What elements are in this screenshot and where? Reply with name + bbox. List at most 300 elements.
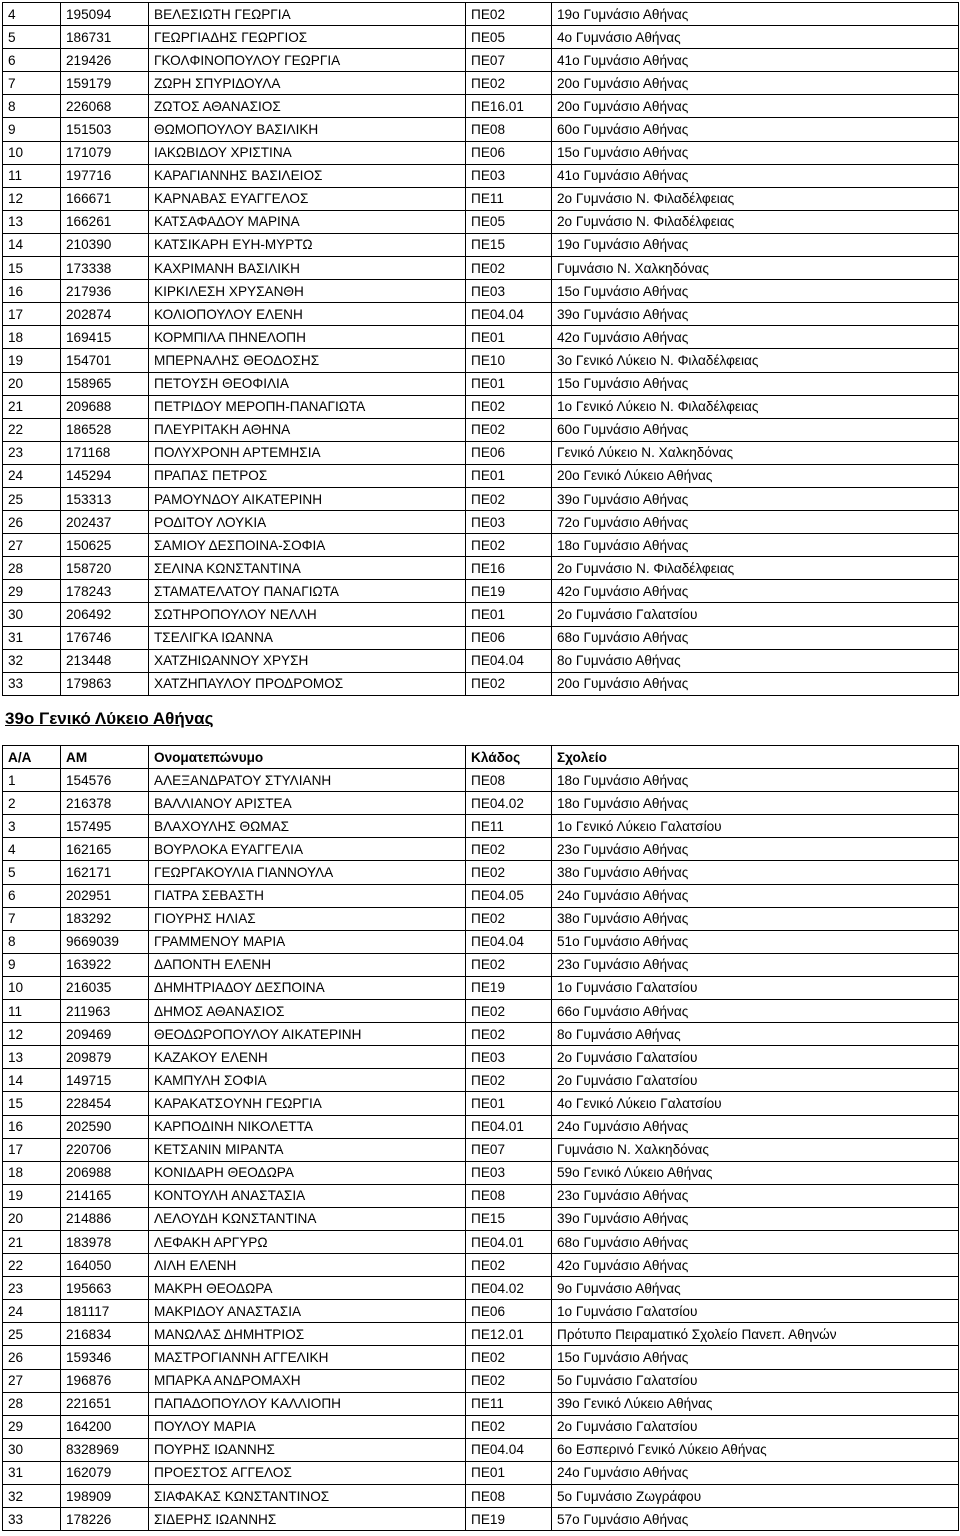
- cell-school: 51ο Γυμνάσιο Αθήνας: [552, 930, 959, 953]
- cell-am: 164050: [61, 1254, 149, 1277]
- cell-school: 39ο Γυμνάσιο Αθήνας: [552, 487, 959, 510]
- cell-school: 60ο Γυμνάσιο Αθήνας: [552, 418, 959, 441]
- table-row: [3, 164, 959, 187]
- cell-am: 202874: [61, 303, 149, 326]
- table-row: [3, 1000, 959, 1023]
- cell-branch: ΠΕ06: [466, 1300, 552, 1323]
- cell-am: 164200: [61, 1415, 149, 1438]
- cell-am: 171079: [61, 141, 149, 164]
- cell-school: 5ο Γυμνάσιο Ζωγράφου: [552, 1485, 959, 1508]
- cell-branch: ΠΕ03: [466, 1161, 552, 1184]
- cell-am: 214886: [61, 1207, 149, 1230]
- cell-name: ΚΟΛΙΟΠΟΥΛΟΥ ΕΛΕΝΗ: [149, 303, 466, 326]
- cell-name: ΠΕΤΟΥΣΗ ΘΕΟΦΙΛΙΑ: [149, 372, 466, 395]
- cell-aa: 10: [3, 141, 61, 164]
- cell-name: ΔΗΜΟΣ ΑΘΑΝΑΣΙΟΣ: [149, 1000, 466, 1023]
- table-row: [3, 649, 959, 672]
- cell-name: ΛΕΛΟΥΔΗ ΚΩΝΣΤΑΝΤΙΝΑ: [149, 1207, 466, 1230]
- table-row: [3, 1092, 959, 1115]
- cell-aa: 23: [3, 1277, 61, 1300]
- cell-am: 166261: [61, 210, 149, 233]
- table-row: [3, 95, 959, 118]
- table-row: [3, 280, 959, 303]
- table-row: [3, 1023, 959, 1046]
- table-row: [3, 395, 959, 418]
- cell-am: 162165: [61, 838, 149, 861]
- cell-name: ΚΑΡΑΚΑΤΣΟΥΝΗ ΓΕΩΡΓΙΑ: [149, 1092, 466, 1115]
- table-row: [3, 1508, 959, 1531]
- cell-aa: 33: [3, 672, 61, 695]
- table-row: [3, 303, 959, 326]
- table-row: [3, 907, 959, 930]
- cell-aa: 8: [3, 95, 61, 118]
- cell-branch: ΠΕ16.01: [466, 95, 552, 118]
- table-row: [3, 1138, 959, 1161]
- cell-branch: ΠΕ03: [466, 1046, 552, 1069]
- cell-school: 15ο Γυμνάσιο Αθήνας: [552, 280, 959, 303]
- cell-am: 153313: [61, 487, 149, 510]
- teacher-table-39th-lyceum: [2, 745, 959, 1531]
- cell-name: ΠΛΕΥΡΙΤΑΚΗ ΑΘΗΝΑ: [149, 418, 466, 441]
- cell-name: ΠΡΑΠΑΣ ΠΕΤΡΟΣ: [149, 464, 466, 487]
- cell-am: 154576: [61, 769, 149, 792]
- cell-aa: 16: [3, 280, 61, 303]
- cell-name: ΠΕΤΡΙΔΟΥ ΜΕΡΟΠΗ-ΠΑΝΑΓΙΩΤΑ: [149, 395, 466, 418]
- table-row: [3, 672, 959, 695]
- table-row: [3, 187, 959, 210]
- cell-school: 1ο Γενικό Λύκειο Ν. Φιλαδέλφειας: [552, 395, 959, 418]
- table-row: [3, 141, 959, 164]
- table-row: [3, 233, 959, 256]
- cell-school: 24ο Γυμνάσιο Αθήνας: [552, 1461, 959, 1484]
- cell-aa: 6: [3, 49, 61, 72]
- cell-aa: 7: [3, 72, 61, 95]
- table-row: [3, 1392, 959, 1415]
- cell-am: 197716: [61, 164, 149, 187]
- cell-name: ΣΕΛΙΝΑ ΚΩΝΣΤΑΝΤΙΝΑ: [149, 557, 466, 580]
- cell-branch: ΠΕ04.04: [466, 303, 552, 326]
- cell-aa: 30: [3, 1438, 61, 1461]
- table-row: [3, 1184, 959, 1207]
- cell-am: 173338: [61, 257, 149, 280]
- cell-school: Γενικό Λύκειο Ν. Χαλκηδόνας: [552, 441, 959, 464]
- table-row: [3, 953, 959, 976]
- table-row: [3, 1161, 959, 1184]
- cell-branch: ΠΕ04.01: [466, 1230, 552, 1253]
- cell-am: 228454: [61, 1092, 149, 1115]
- table-row: [3, 210, 959, 233]
- table-row: [3, 349, 959, 372]
- cell-aa: 25: [3, 1323, 61, 1346]
- cell-aa: 28: [3, 1392, 61, 1415]
- table-row: [3, 487, 959, 510]
- cell-am: 158720: [61, 557, 149, 580]
- cell-school: 23ο Γυμνάσιο Αθήνας: [552, 838, 959, 861]
- cell-am: 186528: [61, 418, 149, 441]
- cell-name: ΧΑΤΖΗΙΩΑΝΝΟΥ ΧΡΥΣΗ: [149, 649, 466, 672]
- cell-aa: 21: [3, 1230, 61, 1253]
- table-row: [3, 976, 959, 999]
- cell-school: 18ο Γυμνάσιο Αθήνας: [552, 534, 959, 557]
- cell-am: 162171: [61, 861, 149, 884]
- table-row: [3, 257, 959, 280]
- cell-am: 157495: [61, 815, 149, 838]
- cell-branch: ΠΕ04.04: [466, 1438, 552, 1461]
- cell-aa: 29: [3, 1415, 61, 1438]
- cell-am: 186731: [61, 26, 149, 49]
- cell-school: 66ο Γυμνάσιο Αθήνας: [552, 1000, 959, 1023]
- table-row: [3, 534, 959, 557]
- header-branch: Κλάδος: [466, 746, 552, 769]
- cell-name: ΖΩΤΟΣ ΑΘΑΝΑΣΙΟΣ: [149, 95, 466, 118]
- header-school: Σχολείο: [552, 746, 959, 769]
- table-row: [3, 1277, 959, 1300]
- cell-school: 1ο Γυμνάσιο Γαλατσίου: [552, 1300, 959, 1323]
- cell-am: 158965: [61, 372, 149, 395]
- cell-branch: ΠΕ19: [466, 580, 552, 603]
- cell-aa: 9: [3, 953, 61, 976]
- cell-school: 8ο Γυμνάσιο Αθήνας: [552, 1023, 959, 1046]
- cell-branch: ΠΕ02: [466, 418, 552, 441]
- cell-am: 151503: [61, 118, 149, 141]
- cell-branch: ΠΕ02: [466, 672, 552, 695]
- cell-am: 202437: [61, 511, 149, 534]
- cell-name: ΠΟΥΡΗΣ ΙΩΑΝΝΗΣ: [149, 1438, 466, 1461]
- section-heading: 39ο Γενικό Λύκειο Αθήνας: [5, 709, 214, 728]
- cell-aa: 25: [3, 487, 61, 510]
- cell-branch: ΠΕ02: [466, 1254, 552, 1277]
- cell-name: ΚΑΧΡΙΜΑΝΗ ΒΑΣΙΛΙΚΗ: [149, 257, 466, 280]
- cell-name: ΚΕΤΣΑΝΙΝ ΜΙΡΑΝΤΑ: [149, 1138, 466, 1161]
- cell-aa: 28: [3, 557, 61, 580]
- cell-am: 181117: [61, 1300, 149, 1323]
- cell-school: 15ο Γυμνάσιο Αθήνας: [552, 141, 959, 164]
- table-row: [3, 49, 959, 72]
- table-row: [3, 769, 959, 792]
- cell-name: ΠΑΠΑΔΟΠΟΥΛΟΥ ΚΑΛΛΙΟΠΗ: [149, 1392, 466, 1415]
- cell-school: 6ο Εσπερινό Γενικό Λύκειο Αθήνας: [552, 1438, 959, 1461]
- cell-branch: ΠΕ06: [466, 441, 552, 464]
- table-row: [3, 1300, 959, 1323]
- cell-name: ΒΑΛΛΙΑΝΟΥ ΑΡΙΣΤΕΑ: [149, 792, 466, 815]
- cell-branch: ΠΕ08: [466, 1485, 552, 1508]
- cell-aa: 17: [3, 1138, 61, 1161]
- cell-school: 15ο Γυμνάσιο Αθήνας: [552, 372, 959, 395]
- table-row: [3, 930, 959, 953]
- cell-am: 226068: [61, 95, 149, 118]
- cell-school: 38ο Γυμνάσιο Αθήνας: [552, 907, 959, 930]
- cell-name: ΚΑΡΝΑΒΑΣ ΕΥΑΓΓΕΛΟΣ: [149, 187, 466, 210]
- cell-school: 2ο Γυμνάσιο Γαλατσίου: [552, 1046, 959, 1069]
- cell-am: 214165: [61, 1184, 149, 1207]
- cell-name: ΣΩΤΗΡΟΠΟΥΛΟΥ ΝΕΛΛΗ: [149, 603, 466, 626]
- cell-branch: ΠΕ01: [466, 1461, 552, 1484]
- cell-school: 19ο Γυμνάσιο Αθήνας: [552, 233, 959, 256]
- cell-aa: 24: [3, 464, 61, 487]
- cell-name: ΣΙΑΦΑΚΑΣ ΚΩΝΣΤΑΝΤΙΝΟΣ: [149, 1485, 466, 1508]
- cell-aa: 7: [3, 907, 61, 930]
- cell-branch: ΠΕ07: [466, 49, 552, 72]
- cell-branch: ΠΕ12.01: [466, 1323, 552, 1346]
- cell-name: ΚΑΤΣΑΦΑΔΟΥ ΜΑΡΙΝΑ: [149, 210, 466, 233]
- cell-name: ΠΟΥΛΟΥ ΜΑΡΙΑ: [149, 1415, 466, 1438]
- cell-branch: ΠΕ01: [466, 326, 552, 349]
- table-row: [3, 441, 959, 464]
- cell-branch: ΠΕ02: [466, 1415, 552, 1438]
- cell-school: 2ο Γυμνάσιο Γαλατσίου: [552, 1415, 959, 1438]
- table-row: [3, 1230, 959, 1253]
- cell-am: 145294: [61, 464, 149, 487]
- cell-name: ΚΑΤΣΙΚΑΡΗ ΕΥΗ-ΜΥΡΤΩ: [149, 233, 466, 256]
- table-row: [3, 884, 959, 907]
- cell-school: 3ο Γενικό Λύκειο Ν. Φιλαδέλφειας: [552, 349, 959, 372]
- cell-name: ΛΕΦΑΚΗ ΑΡΓΥΡΩ: [149, 1230, 466, 1253]
- cell-aa: 33: [3, 1508, 61, 1531]
- cell-branch: ΠΕ02: [466, 861, 552, 884]
- cell-aa: 13: [3, 210, 61, 233]
- cell-aa: 26: [3, 1346, 61, 1369]
- table-header: [3, 746, 959, 769]
- cell-school: 2ο Γυμνάσιο Ν. Φιλαδέλφειας: [552, 557, 959, 580]
- cell-am: 183292: [61, 907, 149, 930]
- cell-name: ΣΑΜΙΟΥ ΔΕΣΠΟΙΝΑ-ΣΟΦΙΑ: [149, 534, 466, 557]
- cell-aa: 18: [3, 326, 61, 349]
- cell-branch: ΠΕ04.02: [466, 1277, 552, 1300]
- cell-name: ΙΑΚΩΒΙΔΟΥ ΧΡΙΣΤΙΝΑ: [149, 141, 466, 164]
- cell-am: 206988: [61, 1161, 149, 1184]
- cell-name: ΛΙΛΗ ΕΛΕΝΗ: [149, 1254, 466, 1277]
- cell-branch: ΠΕ04.04: [466, 930, 552, 953]
- cell-am: 209879: [61, 1046, 149, 1069]
- cell-am: 8328969: [61, 1438, 149, 1461]
- cell-name: ΑΛΕΞΑΝΔΡΑΤΟΥ ΣΤΥΛΙΑΝΗ: [149, 769, 466, 792]
- cell-am: 171168: [61, 441, 149, 464]
- cell-name: ΠΟΛΥΧΡΟΝΗ ΑΡΤΕΜΗΣΙΑ: [149, 441, 466, 464]
- cell-branch: ΠΕ06: [466, 626, 552, 649]
- cell-school: 1ο Γενικό Λύκειο Γαλατσίου: [552, 815, 959, 838]
- cell-name: ΜΠΑΡΚΑ ΑΝΔΡΟΜΑΧΗ: [149, 1369, 466, 1392]
- cell-name: ΜΑΣΤΡΟΓΙΑΝΝΗ ΑΓΓΕΛΙΚΗ: [149, 1346, 466, 1369]
- cell-am: 195663: [61, 1277, 149, 1300]
- cell-am: 219426: [61, 49, 149, 72]
- cell-aa: 19: [3, 349, 61, 372]
- cell-branch: ΠΕ08: [466, 118, 552, 141]
- cell-am: 195094: [61, 3, 149, 26]
- cell-branch: ΠΕ03: [466, 511, 552, 534]
- cell-name: ΜΑΝΩΛΑΣ ΔΗΜΗΤΡΙΟΣ: [149, 1323, 466, 1346]
- table-row: [3, 603, 959, 626]
- cell-aa: 14: [3, 233, 61, 256]
- cell-am: 209469: [61, 1023, 149, 1046]
- cell-aa: 24: [3, 1300, 61, 1323]
- cell-am: 216834: [61, 1323, 149, 1346]
- cell-branch: ΠΕ02: [466, 1000, 552, 1023]
- table-row: [3, 418, 959, 441]
- table-row: [3, 1207, 959, 1230]
- cell-am: 166671: [61, 187, 149, 210]
- cell-name: ΧΑΤΖΗΠΑΥΛΟΥ ΠΡΟΔΡΟΜΟΣ: [149, 672, 466, 695]
- cell-branch: ΠΕ02: [466, 487, 552, 510]
- cell-branch: ΠΕ03: [466, 280, 552, 303]
- header-name: Ονοματεπώνυμο: [149, 746, 466, 769]
- table-body: [3, 769, 959, 1531]
- cell-am: 202590: [61, 1115, 149, 1138]
- cell-school: 24ο Γυμνάσιο Αθήνας: [552, 1115, 959, 1138]
- cell-name: ΓΕΩΡΓΑΚΟΥΛΙΑ ΓΙΑΝΝΟΥΛΑ: [149, 861, 466, 884]
- cell-school: Πρότυπο Πειραματικό Σχολείο Πανεπ. Αθηνών: [552, 1323, 959, 1346]
- cell-name: ΣΙΔΕΡΗΣ ΙΩΑΝΝΗΣ: [149, 1508, 466, 1531]
- cell-school: 18ο Γυμνάσιο Αθήνας: [552, 792, 959, 815]
- cell-am: 178243: [61, 580, 149, 603]
- cell-branch: ΠΕ11: [466, 187, 552, 210]
- cell-am: 9669039: [61, 930, 149, 953]
- cell-aa: 27: [3, 534, 61, 557]
- cell-aa: 19: [3, 1184, 61, 1207]
- cell-branch: ΠΕ02: [466, 1023, 552, 1046]
- cell-school: 20ο Γυμνάσιο Αθήνας: [552, 672, 959, 695]
- table-row: [3, 838, 959, 861]
- cell-am: 217936: [61, 280, 149, 303]
- table-row: [3, 815, 959, 838]
- cell-am: 196876: [61, 1369, 149, 1392]
- teacher-table-continued: [2, 2, 959, 696]
- cell-aa: 6: [3, 884, 61, 907]
- cell-name: ΒΟΥΡΛΟΚΑ ΕΥΑΓΓΕΛΙΑ: [149, 838, 466, 861]
- cell-branch: ΠΕ08: [466, 769, 552, 792]
- cell-school: 57ο Γυμνάσιο Αθήνας: [552, 1508, 959, 1531]
- cell-school: 20ο Γυμνάσιο Αθήνας: [552, 95, 959, 118]
- cell-aa: 13: [3, 1046, 61, 1069]
- cell-am: 162079: [61, 1461, 149, 1484]
- cell-name: ΔΗΜΗΤΡΙΑΔΟΥ ΔΕΣΠΟΙΝΑ: [149, 976, 466, 999]
- cell-name: ΓΙΑΤΡΑ ΣΕΒΑΣΤΗ: [149, 884, 466, 907]
- cell-branch: ΠΕ02: [466, 953, 552, 976]
- cell-branch: ΠΕ02: [466, 1369, 552, 1392]
- cell-school: 19ο Γυμνάσιο Αθήνας: [552, 3, 959, 26]
- cell-school: 42ο Γυμνάσιο Αθήνας: [552, 1254, 959, 1277]
- cell-school: 39ο Γυμνάσιο Αθήνας: [552, 303, 959, 326]
- table-row: [3, 372, 959, 395]
- cell-name: ΓΚΟΛΦΙΝΟΠΟΥΛΟΥ ΓΕΩΡΓΙΑ: [149, 49, 466, 72]
- cell-aa: 5: [3, 26, 61, 49]
- cell-am: 213448: [61, 649, 149, 672]
- cell-branch: ΠΕ15: [466, 233, 552, 256]
- table-row: [3, 1369, 959, 1392]
- cell-name: ΚΑΡΑΓΙΑΝΝΗΣ ΒΑΣΙΛΕΙΟΣ: [149, 164, 466, 187]
- table-row: [3, 792, 959, 815]
- cell-aa: 23: [3, 441, 61, 464]
- cell-school: 2ο Γυμνάσιο Ν. Φιλαδέλφειας: [552, 210, 959, 233]
- cell-branch: ΠΕ02: [466, 907, 552, 930]
- cell-school: 39ο Γυμνάσιο Αθήνας: [552, 1207, 959, 1230]
- table-row: [3, 3, 959, 26]
- table-row: [3, 1461, 959, 1484]
- cell-aa: 31: [3, 626, 61, 649]
- cell-branch: ΠΕ02: [466, 1069, 552, 1092]
- cell-aa: 8: [3, 930, 61, 953]
- table-row: [3, 26, 959, 49]
- cell-aa: 15: [3, 1092, 61, 1115]
- table-row: [3, 626, 959, 649]
- cell-am: 198909: [61, 1485, 149, 1508]
- cell-branch: ΠΕ07: [466, 1138, 552, 1161]
- cell-school: 5ο Γυμνάσιο Γαλατσίου: [552, 1369, 959, 1392]
- cell-name: ΔΑΠΟΝΤΗ ΕΛΕΝΗ: [149, 953, 466, 976]
- cell-school: 18ο Γυμνάσιο Αθήνας: [552, 769, 959, 792]
- table-row: [3, 1323, 959, 1346]
- table-row: [3, 1438, 959, 1461]
- cell-am: 154701: [61, 349, 149, 372]
- cell-name: ΡΑΜΟΥΝΔΟΥ ΑΙΚΑΤΕΡΙΝΗ: [149, 487, 466, 510]
- table-row: [3, 1254, 959, 1277]
- cell-aa: 22: [3, 1254, 61, 1277]
- cell-school: 60ο Γυμνάσιο Αθήνας: [552, 118, 959, 141]
- cell-school: 68ο Γυμνάσιο Αθήνας: [552, 1230, 959, 1253]
- table-row: [3, 511, 959, 534]
- cell-aa: 11: [3, 1000, 61, 1023]
- cell-branch: ΠΕ02: [466, 257, 552, 280]
- table-row: [3, 1346, 959, 1369]
- cell-name: ΚΟΝΤΟΥΛΗ ΑΝΑΣΤΑΣΙΑ: [149, 1184, 466, 1207]
- cell-aa: 20: [3, 372, 61, 395]
- cell-branch: ΠΕ15: [466, 1207, 552, 1230]
- cell-school: 8ο Γυμνάσιο Αθήνας: [552, 649, 959, 672]
- cell-aa: 1: [3, 769, 61, 792]
- cell-branch: ΠΕ02: [466, 395, 552, 418]
- cell-name: ΓΕΩΡΓΙΑΔΗΣ ΓΕΩΡΓΙΟΣ: [149, 26, 466, 49]
- cell-aa: 12: [3, 1023, 61, 1046]
- cell-name: ΜΑΚΡΙΔΟΥ ΑΝΑΣΤΑΣΙΑ: [149, 1300, 466, 1323]
- cell-school: 23ο Γυμνάσιο Αθήνας: [552, 1184, 959, 1207]
- cell-school: 4ο Γυμνάσιο Αθήνας: [552, 26, 959, 49]
- cell-branch: ΠΕ05: [466, 210, 552, 233]
- cell-branch: ΠΕ10: [466, 349, 552, 372]
- cell-aa: 10: [3, 976, 61, 999]
- cell-am: 169415: [61, 326, 149, 349]
- cell-school: 2ο Γυμνάσιο Ν. Φιλαδέλφειας: [552, 187, 959, 210]
- cell-aa: 9: [3, 118, 61, 141]
- cell-aa: 30: [3, 603, 61, 626]
- cell-branch: ΠΕ04.01: [466, 1115, 552, 1138]
- cell-am: 206492: [61, 603, 149, 626]
- table-row: [3, 1115, 959, 1138]
- cell-branch: ΠΕ11: [466, 815, 552, 838]
- cell-name: ΚΑΖΑΚΟΥ ΕΛΕΝΗ: [149, 1046, 466, 1069]
- cell-school: 20ο Γενικό Λύκειο Αθήνας: [552, 464, 959, 487]
- cell-aa: 20: [3, 1207, 61, 1230]
- cell-am: 149715: [61, 1069, 149, 1092]
- cell-name: ΣΤΑΜΑΤΕΛΑΤΟΥ ΠΑΝΑΓΙΩΤΑ: [149, 580, 466, 603]
- cell-name: ΤΣΕΛΙΓΚΑ ΙΩΑΝΝΑ: [149, 626, 466, 649]
- cell-school: 72ο Γυμνάσιο Αθήνας: [552, 511, 959, 534]
- cell-name: ΖΩΡΗ ΣΠΥΡΙΔΟΥΛΑ: [149, 72, 466, 95]
- cell-branch: ΠΕ02: [466, 3, 552, 26]
- cell-school: 41ο Γυμνάσιο Αθήνας: [552, 164, 959, 187]
- cell-aa: 22: [3, 418, 61, 441]
- cell-school: 20ο Γυμνάσιο Αθήνας: [552, 72, 959, 95]
- cell-branch: ΠΕ11: [466, 1392, 552, 1415]
- cell-name: ΚΟΡΜΠΙΛΑ ΠΗΝΕΛΟΠΗ: [149, 326, 466, 349]
- table-body: [3, 3, 959, 696]
- cell-branch: ΠΕ01: [466, 1092, 552, 1115]
- cell-branch: ΠΕ01: [466, 603, 552, 626]
- cell-school: 9ο Γυμνάσιο Αθήνας: [552, 1277, 959, 1300]
- cell-name: ΚΙΡΚΙΛΕΣΗ ΧΡΥΣΑΝΘΗ: [149, 280, 466, 303]
- cell-branch: ΠΕ19: [466, 1508, 552, 1531]
- table-row: [3, 557, 959, 580]
- table-row: [3, 1069, 959, 1092]
- cell-aa: 5: [3, 861, 61, 884]
